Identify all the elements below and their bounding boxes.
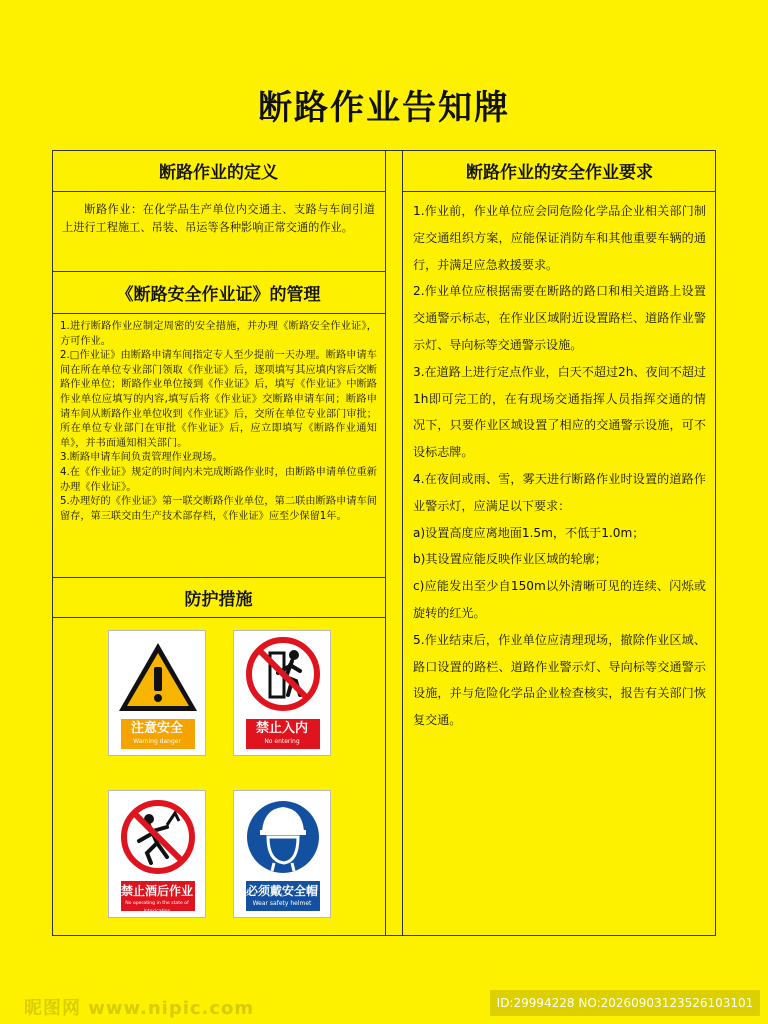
management-item: 1.进行断路作业应制定周密的安全措施，并办理《断路安全作业证》，方可作业。 (60, 321, 377, 347)
no-entering-sign (233, 630, 331, 756)
requirement-item: 2.作业单位应根据需要在断路的路口和相关道路上设置交通警示标志，在作业区域附近设置路栏、道路作业警示灯、导向标等交通警示设施。 (413, 284, 706, 352)
requirements-heading: 断路作业的安全作业要求 (403, 150, 716, 192)
definition-section (52, 150, 386, 271)
requirement-item: a)设置高度应离地面1.5m，不低于1.0m； (413, 525, 645, 540)
management-item: 5.办理好的《作业证》第一联交断路作业单位，第二联由断路申请车间留存，第三联交由生产技术部存档，《作业证》应至少保留1年。 (60, 496, 377, 522)
sign-label: 禁止酒后作业 (121, 884, 194, 898)
no-drunk-operating-sign (108, 790, 206, 918)
watermark-id: ID:29994228 NO:20260903123526103101 (490, 990, 760, 1016)
page-title: 断路作业告知牌 (258, 88, 510, 128)
management-section (52, 271, 386, 577)
requirements-list (403, 192, 716, 734)
watermark-site: 昵图网 www.nipic.com (24, 998, 255, 1019)
management-item: 2.□作业证》由断路申请车间指定专人至少提前一天办理。断路申请车间在所在单位专业部门领取《作业证》后，逐项填写其应填内容后交断路作业单位；断路作业单位接到《作业证》后，填写《作业证》中断路作业单位应填写的内容,填写后将《作业证》交断路申请车间；断路申请车间从断路作业单位收到《作业证》后，交所在单位专业部门审批；所在单位专业部门在审批《作业证》后，应立即填写《断路作业通知单》，并书面通知相关部门。 (60, 350, 377, 449)
sign-sublabel: Wear safety helmet (252, 900, 312, 907)
management-heading: 《断路安全作业证》的管理 (52, 272, 385, 314)
sign-label: 必须戴安全帽 (246, 884, 319, 898)
management-item: 4.在《作业证》规定的时间内未完成断路作业时，由断路申请单位重新办理《作业证》。 (60, 466, 377, 493)
sign-label: 注意安全 (130, 721, 183, 736)
sign-label: 禁止入内 (255, 721, 308, 736)
requirement-item: 3.在道路上进行定点作业，白天不超过2h、夜间不超过1h即可完工的，在有现场交通指挥人员指挥交通的情况下，只要作业区域设置了相应的交通警示设施，可不设标志牌。 (413, 364, 706, 460)
management-list (52, 314, 385, 524)
requirement-item: 4.在夜间或雨、雪，雾天进行断路作业时设置的道路作业警示灯，应满足以下要求： (413, 471, 706, 513)
definition-text: 断路作业：在化学品生产单位内交通主、支路与车间引道上进行工程施工、吊装、吊运等各种影响正常交通的作业。 (62, 203, 375, 234)
requirement-item: b)其设置应能反映作业区域的轮廓； (413, 552, 607, 567)
management-item: 3.断路申请车间负责管理作业现场。 (60, 452, 223, 464)
sign-sublabel: No operating in the state of intoxication (125, 901, 189, 914)
requirement-item: 1.作业前，作业单位应会同危险化学品企业相关部门制定交通组织方案，应能保证消防车和其他重要车辆的通行，并满足应急救援要求。 (413, 204, 706, 272)
requirement-item: 5.作业结束后，作业单位应清理现场，撤除作业区域、路口设置的路栏、道路作业警示灯、导向标等交通警示设施，并与危险化学品企业检查核实，报告有关部门恢复交通。 (413, 632, 706, 728)
right-column (402, 150, 716, 936)
requirement-item: c)应能发出至少自150m以外清晰可见的连续、闪烁或旋转的红光。 (413, 579, 706, 620)
left-column (52, 150, 386, 936)
warning-danger-sign (108, 630, 206, 756)
sign-sublabel: Warning danger (133, 738, 181, 745)
watermark-bar (0, 990, 768, 1024)
protection-heading: 防护措施 (52, 578, 385, 618)
sign-sublabel: No entering (264, 738, 300, 745)
definition-heading: 断路作业的定义 (52, 150, 385, 192)
protection-section (52, 577, 386, 936)
wear-helmet-sign (233, 790, 331, 918)
